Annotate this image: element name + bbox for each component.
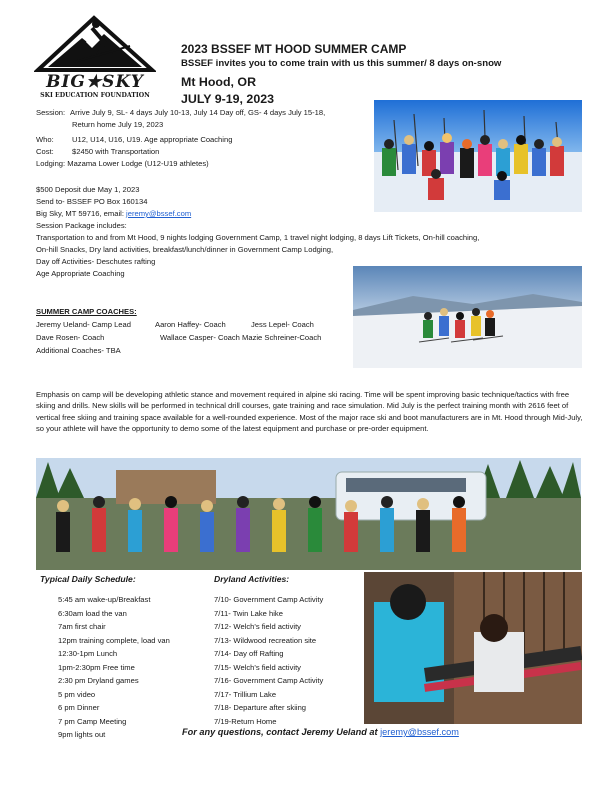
dates-heading: JULY 9-19, 2023 (181, 92, 275, 106)
coach-aaron: Aaron Haffey- Coach (155, 320, 226, 329)
address-line (36, 208, 191, 220)
page-subtitle: BSSEF invites you to come train with us this summer/ 8 days on-snow (181, 58, 502, 69)
dryland-item: 7/17- Trillium Lake (214, 689, 277, 699)
schedule-item: 6:30am load the van (58, 608, 127, 618)
schedule-item: 9pm lights out (58, 730, 106, 739)
address-text: Big Sky, MT 59716, email: (36, 209, 127, 218)
contact-line (182, 726, 459, 738)
dryland-item: 7/16- Government Camp Activity (214, 676, 324, 685)
dryland-item: 7/12- Welch's field activity (214, 622, 301, 631)
schedule-item: 7am first chair (58, 622, 106, 631)
cost-value: $2450 with Transportation (72, 147, 160, 156)
contact-text: For any questions, contact Jeremy Ueland at (182, 727, 381, 737)
package-line-1: Transportation to and from Mt Hood, 9 nights lodging Government Camp, 1 travel night lodging, 8 days Lift Tickets, On-hill coaching, (36, 233, 480, 242)
emphasis-paragraph: Emphasis on camp will be developing athletic stance and movement required in alpine ski racing. Time will be spent improving basic technique/tactics with free skiing and drills. New skills will be performed in technical drill courses, gate training and race simulation. Mid July is the perfect training month with 2616 feet of vertical free skiing and training space available for a well-rounded experience. Most of the major race ski and boot manufacturers are in Mt. Hood through Mid-July, so your athlete will have the opportunity to demo some of the latest equipment and purchase or pre-order equipment. (36, 390, 583, 434)
coach-dave: Dave Rosen- Coach (36, 333, 105, 342)
dryland-item: 7/13- Wildwood recreation site (214, 635, 317, 645)
package-heading: Session Package includes: (36, 221, 127, 230)
deposit-line: $500 Deposit due May 1, 2023 (36, 185, 140, 194)
coach-jess: Jess Lepel- Coach (251, 320, 314, 329)
schedule-item: 7 pm Camp Meeting (58, 716, 127, 726)
email-link[interactable]: jeremy@bssef.com (126, 209, 192, 218)
session-value: Arrive July 9, SL- 4 days July 10-13, July 14 Day off, GS- 4 days July 15-18, (70, 108, 326, 117)
additional-coaches: Additional Coaches- TBA (36, 346, 121, 355)
big-sky-logo (34, 12, 156, 102)
ski-tuning-photo (364, 572, 582, 724)
dryland-item: 7/18- Departure after skiing (214, 703, 307, 712)
schedule-heading: Typical Daily Schedule: (40, 574, 136, 584)
coaches-heading: SUMMER CAMP COACHES: (36, 307, 137, 316)
dryland-heading: Dryland Activities: (214, 574, 290, 584)
contact-email-link[interactable]: jeremy@bssef.com (380, 727, 459, 737)
dryland-item: 7/14- Day off Rafting (214, 649, 284, 658)
send-to-line: Send to- BSSEF PO Box 160134 (36, 197, 148, 206)
dryland-item: 7/11- Twin Lake hike (214, 608, 283, 618)
schedule-item: 12:30-1pm Lunch (58, 649, 118, 658)
who-label: Who: (36, 135, 54, 144)
coach-wallace-mazie: Wallace Casper- Coach Mazie Schreiner-Coach (160, 333, 322, 342)
schedule-item: 1pm-2:30pm Free time (58, 662, 135, 672)
session-value-return: Return home July 19, 2023 (72, 120, 164, 129)
schedule-item: 6 pm Dinner (58, 703, 100, 712)
schedule-item: 2:30 pm Dryland games (58, 676, 139, 685)
group-with-van-photo (36, 458, 581, 570)
skiers-on-slope-photo (353, 266, 582, 368)
package-line-2: On-hill Snacks, Dry land activities, breakfast/lunch/dinner in Government Camp Lodging, (36, 245, 334, 254)
mountain-skier-icon (34, 12, 156, 74)
lodging-line: Lodging: Mazama Lower Lodge (U12-U19 athletes) (36, 159, 209, 168)
logo-tagline: SKI EDUCATION FOUNDATION (40, 92, 150, 99)
age-coaching-line: Age Appropriate Coaching (36, 269, 125, 278)
session-label: Session: (36, 108, 66, 117)
page-title: 2023 BSSEF MT HOOD SUMMER CAMP (181, 42, 407, 56)
who-value: U12, U14, U16, U19. Age appropriate Coaching (72, 135, 233, 144)
dryland-item: 7/10- Government Camp Activity (214, 595, 324, 604)
day-off-line: Day off Activities- Deschutes rafting (36, 257, 156, 266)
logo-wordmark: BIG★SKY (46, 72, 144, 92)
location-heading: Mt Hood, OR (181, 75, 257, 89)
dryland-list (214, 593, 323, 728)
dryland-item: 7/19-Return Home (214, 716, 277, 726)
group-on-snow-photo (374, 100, 582, 212)
coach-jeremy: Jeremy Ueland- Camp Lead (36, 320, 131, 329)
dryland-item: 7/15- Welch's field activity (214, 662, 301, 672)
schedule-item: 5 pm video (58, 689, 96, 699)
schedule-item: 5:45 am wake-up/Breakfast (58, 595, 151, 604)
cost-label: Cost: (36, 147, 54, 156)
schedule-item: 12pm training complete, load van (58, 635, 170, 645)
schedule-list (58, 593, 170, 742)
